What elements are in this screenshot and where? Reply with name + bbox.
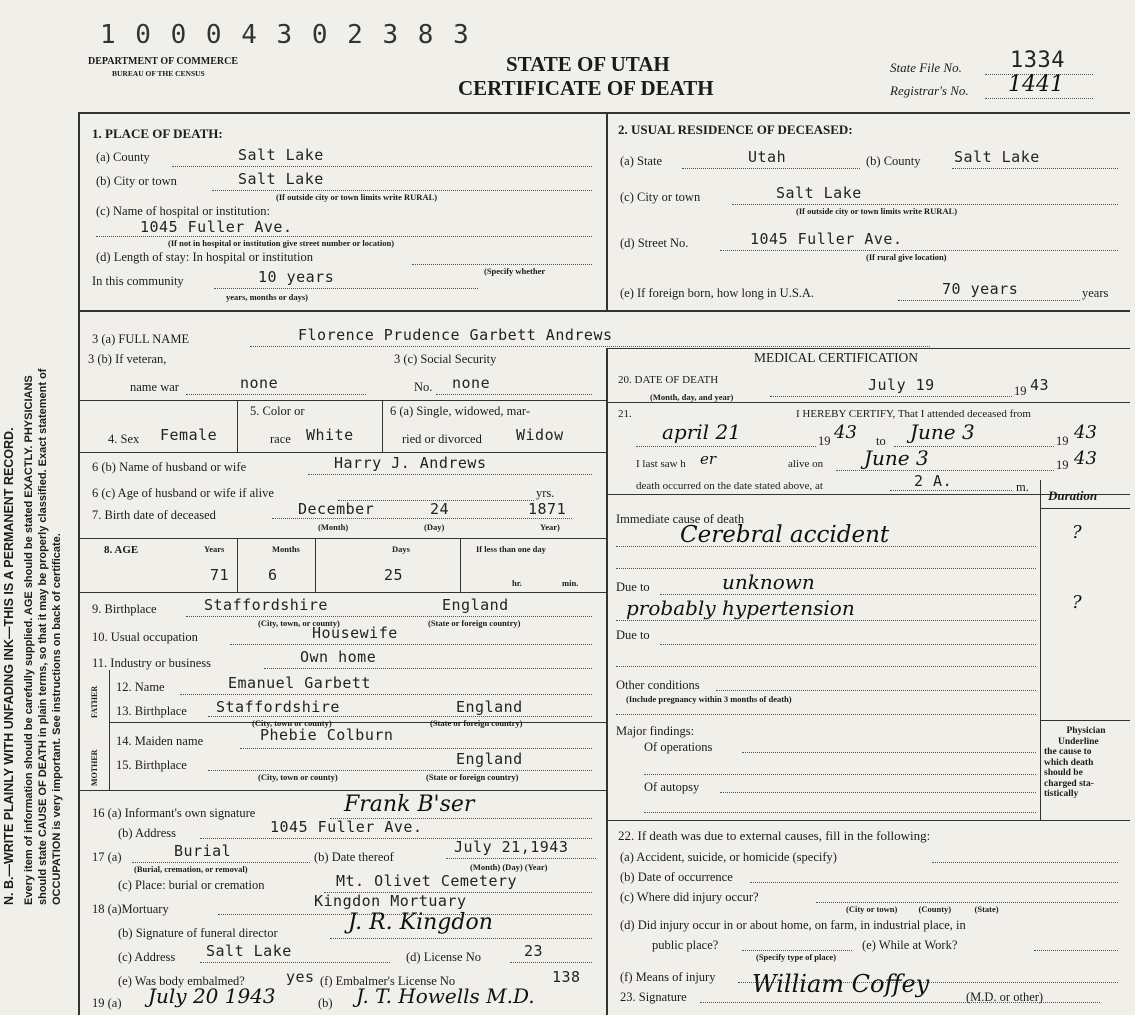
physician-box-line: Physician [1066,726,1106,736]
other-line-2 [616,714,1036,715]
immediate-label: Immediate cause of death [616,512,745,526]
signature-label: 23. Signature [620,990,687,1004]
external-d1: (d) Did injury occur in or about home, on farm, in industrial place, in [620,918,966,932]
external-a: (a) Accident, suicide, or homicide (specify) [620,850,837,864]
birth-day: 24 [430,500,450,518]
duration-divider [1040,480,1041,820]
alive-prefix: 19 [1056,458,1069,472]
place-hospital-note: (If not in hospital or institution give street number or location) [168,238,395,248]
serial-number: 1 0 0 0 4 3 0 2 3 8 3 [100,20,471,50]
res-city: Salt Lake [776,184,862,202]
certify-text: I HEREBY CERTIFY, That I attended deceased from [796,408,1031,420]
md-caption: (M.D. or other) [966,990,1044,1004]
external-e-line [1034,950,1118,951]
birthplace-city: Staffordshire [204,596,328,614]
place-city: Salt Lake [238,170,324,188]
dept-label: DEPARTMENT OF COMMERCE [88,56,239,67]
occurred-label: death occurred on the date stated above, at [636,480,823,492]
res-state: Utah [748,148,787,166]
father-state-cap: (State or foreign country) [430,718,523,728]
registrar-no-label: Registrar's No. [890,83,969,98]
place-county-line [172,166,592,167]
dueto2-duration: ? [1072,592,1082,613]
embalmer-label: (f) Embalmer's License No [320,974,456,988]
fullname: Florence Prudence Garbett Andrews [298,326,613,344]
filed-date: July 20 1943 [148,984,276,1008]
med-bottom-line [606,820,1130,821]
mother-city-cap: (City, town or county) [258,772,338,782]
embalmed-label: (e) Was body embalmed? [118,974,245,988]
res-street: 1045 Fuller Ave. [750,230,903,248]
spouse-label: 6 (b) Name of husband or wife [92,460,247,474]
namewar-label: name war [130,380,179,394]
mother-side-label: MOTHER [90,749,99,786]
father-name-line [180,694,592,695]
race-divider [382,400,383,452]
res-state-line [682,168,860,169]
res-street-label: (d) Street No. [620,236,689,250]
place-hospital-line [96,236,592,237]
attended-to-year: 43 [1074,422,1097,443]
age-years: 71 [210,566,230,584]
res-county-label: (b) County [866,154,921,168]
birthplace-state-cap: (State or foreign country) [428,618,521,628]
res-state-label: (a) State [620,154,662,168]
side-line-2: Every item of information should be carefully supplied. AGE should be stated EXACTLY. PHYSICIANS [23,375,35,905]
ss-label: 3 (c) Social Security [394,352,497,366]
sex-label: 4. Sex [108,432,140,446]
place-specify2: years, months or days) [226,292,309,302]
row-veteran-line [78,400,606,401]
external-f: (f) Means of injury [620,970,716,984]
father-birth-label: 13. Birthplace [116,704,187,718]
occurred-m: m. [1016,480,1029,494]
mortuary-address: Salt Lake [206,942,292,960]
age-days-head: Days [392,544,410,554]
immediate-line-1 [616,546,1036,547]
mother-birth-country: England [456,750,523,768]
age-div-2 [315,538,316,592]
burial-caption: (Burial, cremation, or removal) [134,864,248,874]
place-hospital-label: (c) Name of hospital or institution: [96,204,270,218]
res-foreign-line [898,300,1080,301]
frame-left [78,112,80,1015]
father-name: Emanuel Garbett [228,674,371,692]
physician-box-line: should be [1044,768,1083,778]
mother-state-cap: (State or foreign country) [426,772,519,782]
other-label: Other conditions [616,678,700,692]
burial-place: Mt. Olivet Cemetery [336,872,518,890]
place-stay-label: (d) Length of stay: In hospital or institution [96,250,313,264]
informant-sig-label: 16 (a) Informant's own signature [92,806,256,820]
age-bottom-line [78,592,606,593]
age-hr: hr. [512,578,522,588]
frame-row-1 [78,310,1130,312]
birthplace-city-cap: (City, town, or county) [258,618,340,628]
place-county: Salt Lake [238,146,324,164]
immediate-line-2 [616,568,1036,569]
father-birth-country: England [456,698,523,716]
burial-date-line [446,858,596,859]
physician-box-line: tistically [1044,789,1079,799]
certify-number: 21. [618,408,632,420]
marital: Widow [516,426,564,444]
maiden-name: Phebie Colburn [260,726,394,744]
filed-label: 19 (a) [92,996,122,1010]
color-label: 5. Color or [250,404,305,418]
month-caption: (Month) [318,522,349,532]
attended-from-year: 43 [834,422,857,443]
place-city-label: (b) City or town [96,174,177,188]
attended-to: June 3 [910,420,975,444]
birthplace-label: 9. Birthplace [92,602,157,616]
res-county-line [952,168,1118,169]
year-caption: Year) [540,522,560,532]
external-d2-line [742,950,852,951]
race: White [306,426,354,444]
dueto2-line-a [616,620,1036,621]
lastsaw: er [700,450,717,468]
operations-line [742,752,1036,753]
physician-box-line: the cause to [1044,747,1092,757]
director-label: (b) Signature of funeral director [118,926,278,940]
medical-top-line [606,348,1130,349]
external-a-line [932,862,1118,863]
res-foreign-label: (e) If foreign born, how long in U.S.A. [620,286,815,300]
occurred: 2 A. [914,472,953,490]
birth-line [272,518,572,519]
birth-year: 1871 [528,500,567,518]
ss: none [452,374,491,392]
embalmer: 138 [552,968,581,986]
age-lessday-head: If less than one day [476,544,546,554]
place-hospital: 1045 Fuller Ave. [140,218,293,236]
burial: Burial [174,842,232,860]
industry-label: 11. Industry or business [92,656,211,670]
father-name-label: 12. Name [116,680,165,694]
mortuary: Kingdon Mortuary [314,892,467,910]
age-div-3 [460,538,461,592]
immediate-cause: Cerebral accident [680,522,890,548]
operations-label: Of operations [644,740,713,754]
res-street-note: (If rural give location) [866,252,947,262]
res-city-label: (c) City or town [620,190,701,204]
other-caption: (Include pregnancy within 3 months of death) [626,694,792,704]
spouse: Harry J. Andrews [334,454,487,472]
medical-heading: MEDICAL CERTIFICATION [754,350,919,365]
place-city-line [212,190,592,191]
autopsy-label: Of autopsy [644,780,700,794]
parents-bottom-line [78,790,606,791]
place-heading: 1. PLACE OF DEATH: [92,126,223,141]
mother-birth-line [208,770,592,771]
physician-box [1044,726,1128,800]
res-county: Salt Lake [954,148,1040,166]
sex-divider [237,400,238,452]
age-days: 25 [384,566,404,584]
frame-middle [606,348,608,1015]
informant-signature: Frank B'ser [344,792,475,817]
father-city-cap: (City, town or county) [252,718,332,728]
attended-from: april 21 [662,420,741,444]
fullname-label: 3 (a) FULL NAME [92,332,190,346]
side-instructions [2,369,65,905]
side-line-1: N. B.—WRITE PLAINLY WITH UNFADING INK—THIS IS A PERMANENT RECORD. [2,427,16,905]
dueto2-label: Due to [616,628,650,642]
bureau-label: BUREAU OF THE CENSUS [112,69,205,78]
place-community: 10 years [258,268,335,286]
external-c: (c) Where did injury occur? [620,890,759,904]
residence-heading: 2. USUAL RESIDENCE OF DECEASED: [618,122,853,137]
father-birth-city: Staffordshire [216,698,340,716]
external-c-caps: (City or town) (County) (State) [846,904,999,914]
informant-addr-label: (b) Address [118,826,176,840]
physician-box-line: which death [1044,757,1094,768]
dueto2-value: probably hypertension [626,596,855,620]
registrar-sig-label: (b) [318,996,333,1010]
major-label: Major findings: [616,724,695,738]
informant-address: 1045 Fuller Ave. [270,818,423,836]
lastsaw-label: I last saw h [636,458,686,470]
other-line [716,690,1036,691]
attended-from-line [636,446,816,447]
parents-side-divider [109,670,110,790]
registrar-line [985,98,1093,99]
dod-year-prefix: 19 [1014,384,1027,398]
marital-label: 6 (a) Single, widowed, mar- [390,404,530,418]
dod-label: 20. DATE OF DEATH [618,374,719,386]
place-county-label: (a) County [96,150,150,164]
immediate-duration: ? [1072,522,1082,543]
dueto2-line-c [616,666,1036,667]
father-mother-line [109,722,606,723]
dueto1-value: unknown [722,570,815,594]
birth-label: 7. Birth date of deceased [92,508,216,522]
race-label: race [270,432,291,446]
place-community-line [214,288,478,289]
side-line-3: should state CAUSE OF DEATH in plain terms, so that it may be properly classified. Exact statement of [37,368,49,905]
occupation-label: 10. Usual occupation [92,630,198,644]
industry-line [264,668,592,669]
side-line-4: OCCUPATION is very important. See instructions on back of certificate. [51,533,63,905]
external-b: (b) Date of occurrence [620,870,733,884]
external-heading: 22. If death was due to external causes, fill in the following: [618,828,931,843]
dod-line [770,396,1012,397]
sex: Female [160,426,218,444]
external-d2: public place? [652,938,719,952]
physician-box-line: Underline [1058,736,1099,747]
place-city-note: (If outside city or town limits write RURAL) [276,192,438,202]
maiden-line [240,748,592,749]
ss-no-label: No. [414,380,433,394]
dod: July 19 [868,376,935,394]
mortuary-address-line [200,962,390,963]
burial-date-label: (b) Date thereof [314,850,394,864]
registrar-no: 1441 [1008,72,1064,97]
to-prefix: 19 [1056,434,1069,448]
res-street-line [720,250,1118,251]
license-label: (d) License No [406,950,481,964]
duration-header: Duration [1048,488,1098,503]
from-prefix: 19 [818,434,831,448]
burial-label: 17 (a) [92,850,122,864]
alive-on: June 3 [864,446,929,470]
veteran-label: 3 (b) If veteran, [88,352,167,366]
namewar: none [240,374,279,392]
alive-line [836,470,1054,471]
frame-middle-top [606,112,608,310]
director-signature: J. R. Kingdon [348,910,493,935]
age-months: 6 [268,566,278,584]
place-stay-line [412,264,592,265]
age-top-line [78,538,606,539]
autopsy-line-2 [644,812,1036,813]
license: 23 [524,942,544,960]
burial-place-label: (c) Place: burial or cremation [118,878,265,892]
res-years: years [1082,286,1109,300]
alive-year: 43 [1074,448,1097,469]
yrs-label: yrs. [536,486,555,500]
birthplace-country: England [442,596,509,614]
place-community-label: In this community [92,274,184,288]
birth-month: December [298,500,375,518]
dueto1-label: Due to [616,580,650,594]
burial-date-caption: (Month) (Day) (Year) [470,862,548,872]
father-side-label: FATHER [90,685,99,718]
age-years-head: Years [204,544,225,554]
burial-line [132,862,310,863]
maiden-label: 14. Maiden name [116,734,204,748]
director-line [330,938,592,939]
external-c-line [816,902,1118,903]
birthplace-line [186,616,592,617]
place-specify: (Specify whether [484,266,546,276]
mortuary-address-label: (c) Address [118,950,176,964]
mother-birth-label: 15. Birthplace [116,758,187,772]
form-title: STATE OF UTAH [506,52,670,76]
dod-caption: (Month, day, and year) [650,392,734,402]
physician-signature: William Coffey [752,970,930,998]
external-spec: (Specify type of place) [756,952,837,962]
burial-date: July 21,1943 [454,838,569,856]
dueto1-line [660,594,1036,595]
res-city-note: (If outside city or town limits write RURAL) [796,206,958,216]
autopsy-line [720,792,1036,793]
fullname-line [250,346,930,347]
age-months-head: Months [272,544,300,554]
occupation-line [230,644,592,645]
res-city-line [732,204,1118,205]
row-sex-line [78,452,606,453]
form-subtitle: CERTIFICATE OF DEATH [458,76,714,100]
ss-line [436,394,592,395]
namewar-line [186,394,366,395]
license-line [510,962,592,963]
occupation: Housewife [312,624,398,642]
embalmed: yes [286,968,315,986]
dueto2-line-b [660,644,1036,645]
attended-to-label: to [876,434,886,448]
dod-year: 43 [1030,376,1050,394]
operations-line-2 [644,774,1036,775]
spouse-age-label: 6 (c) Age of husband or wife if alive [92,486,274,500]
day-caption: (Day) [424,522,445,532]
frame-top [78,112,1130,114]
occurred-line [890,490,1012,491]
external-b-line [750,882,1118,883]
duration-underline [1040,508,1130,509]
med-row-20 [606,402,1130,403]
external-e: (e) While at Work? [862,938,958,952]
physician-box-line: charged sta- [1044,778,1094,789]
father-birth-line [208,716,592,717]
marital-label-2: ried or divorced [402,432,482,446]
age-label: 8. AGE [104,544,139,556]
registrar-signature: J. T. Howells M.D. [356,984,535,1008]
age-min: min. [562,578,579,588]
physician-box-top [1040,720,1130,721]
mortuary-label: 18 (a)Mortuary [92,902,169,916]
age-div-1 [237,538,238,592]
state-file-label: State File No. [890,60,962,75]
spouse-line [308,474,592,475]
res-foreign: 70 years [942,280,1019,298]
industry: Own home [300,648,377,666]
state-file-no: 1334 [1010,48,1065,73]
alive-label: alive on [788,458,824,470]
